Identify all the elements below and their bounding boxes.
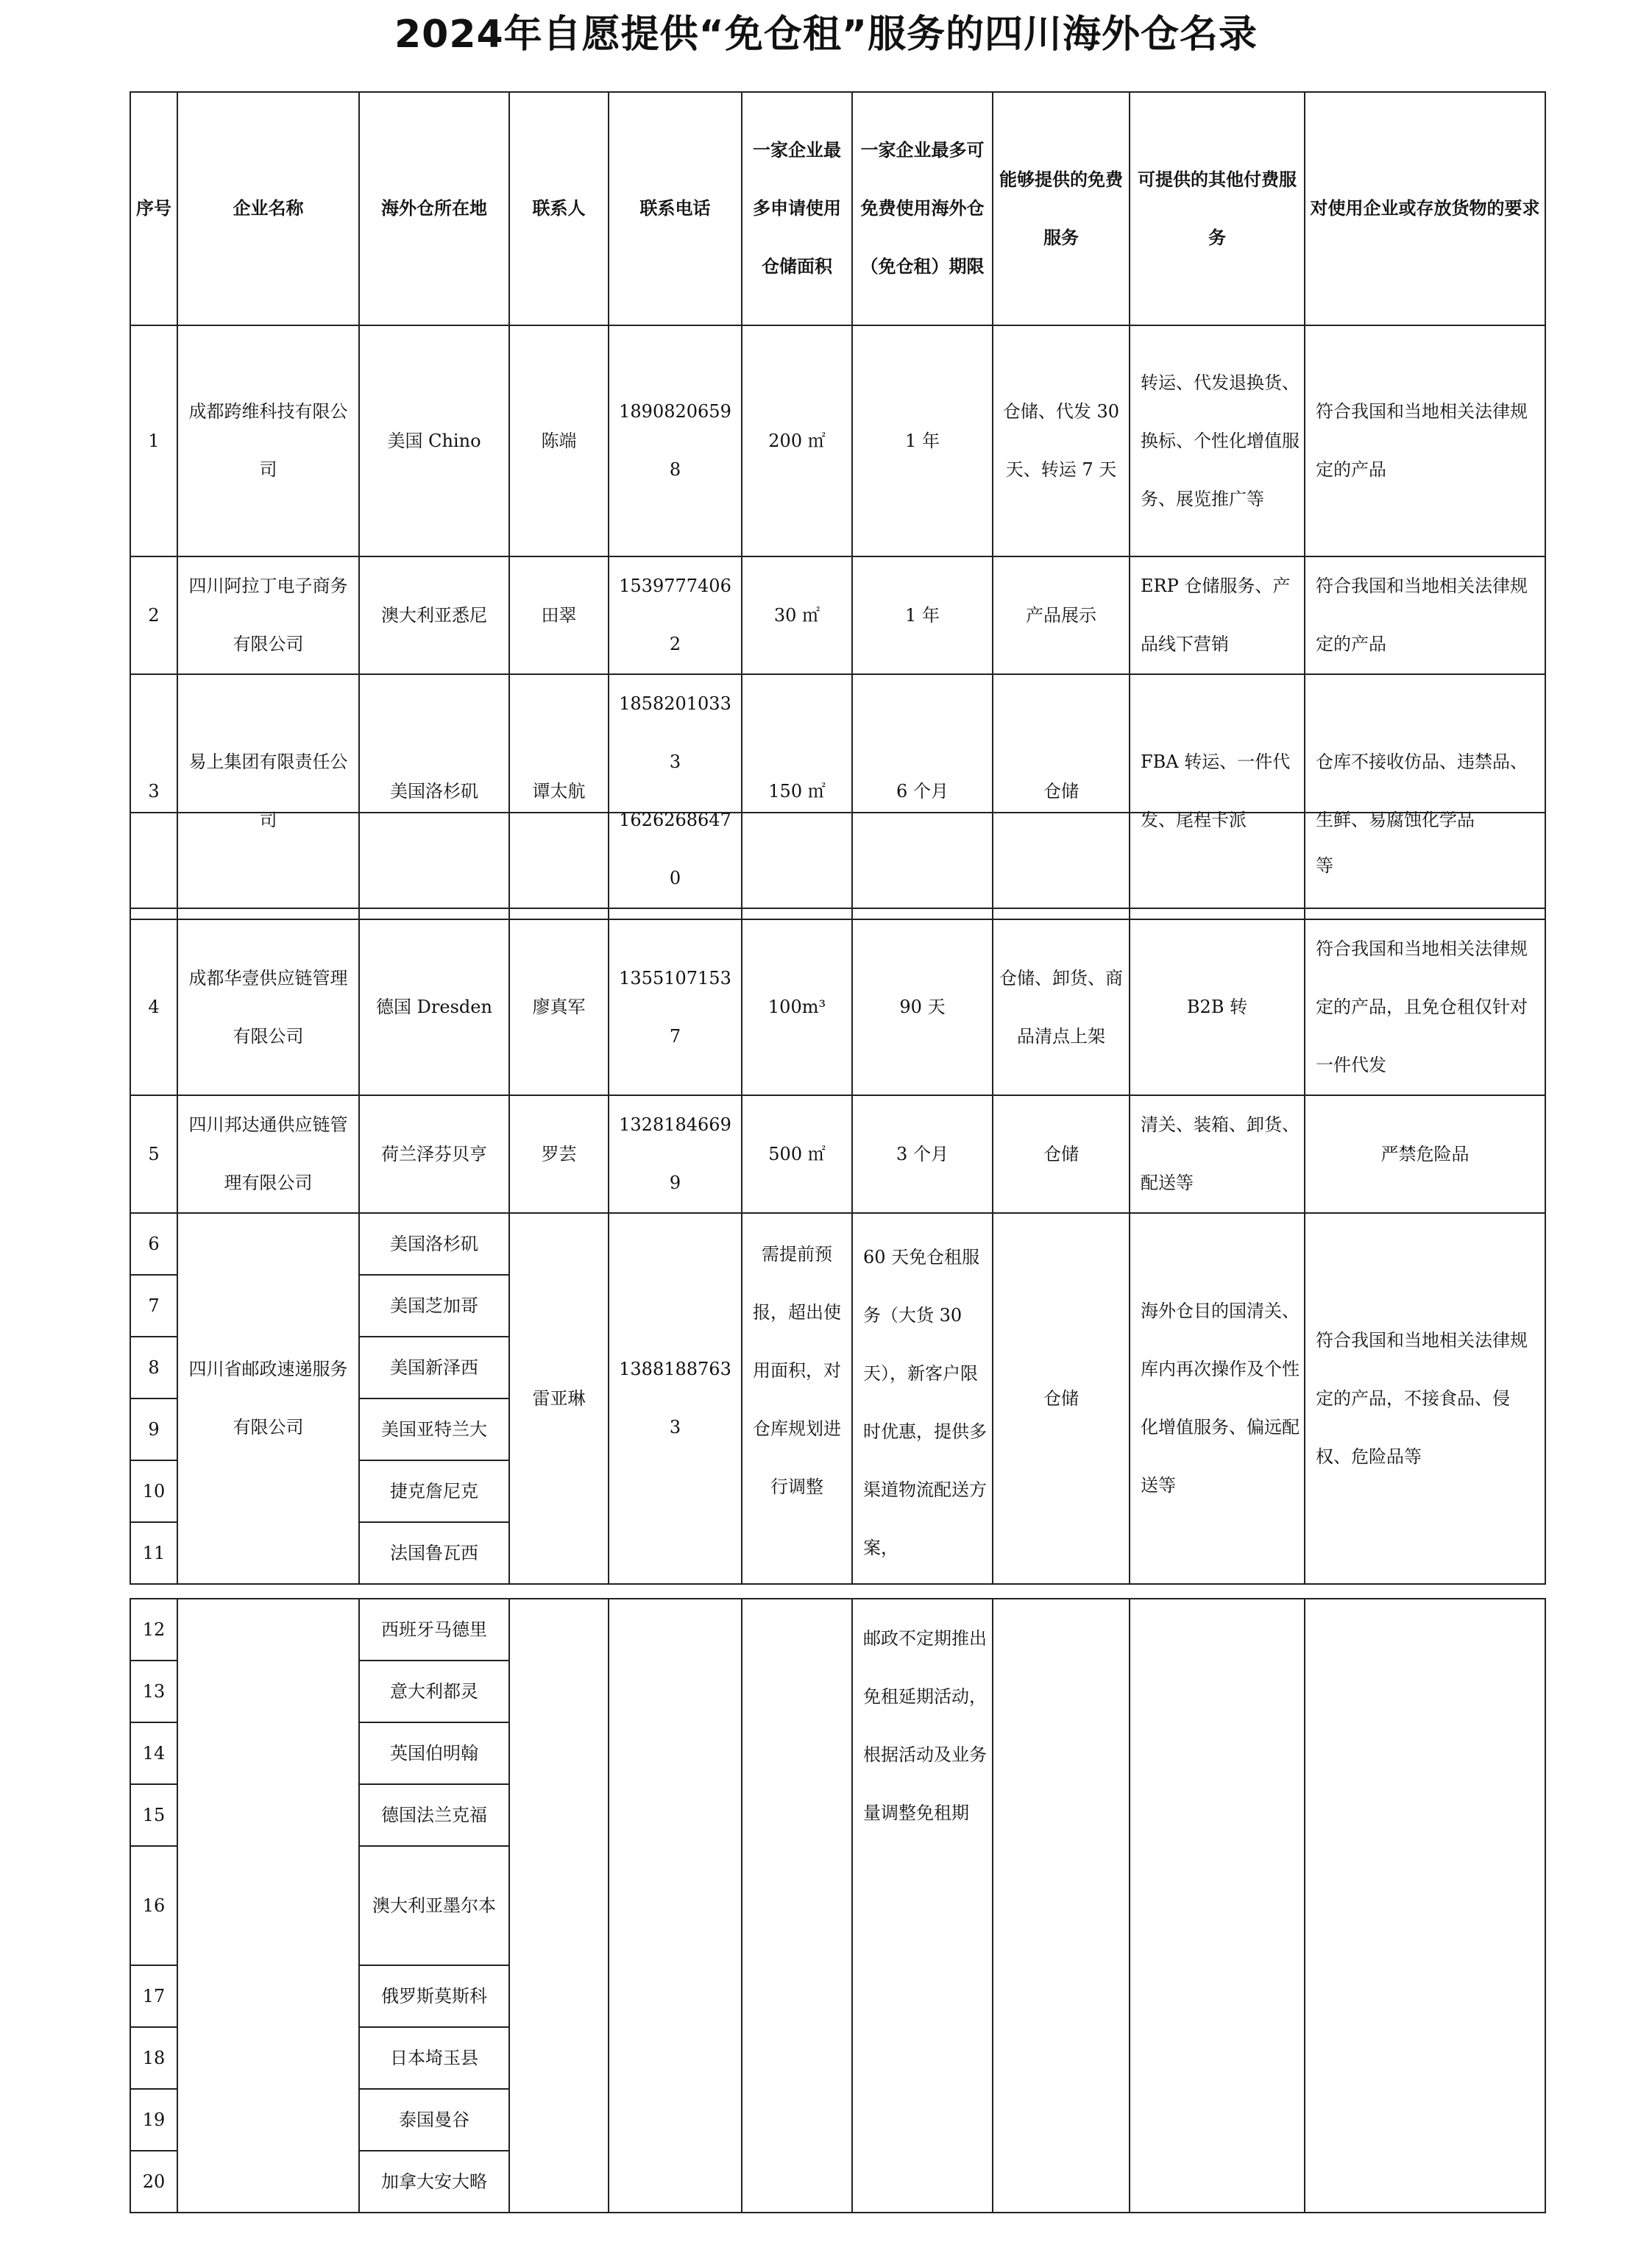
cell-seq: 19 — [130, 2089, 177, 2151]
cell-period: 3 个月 — [852, 1095, 993, 1213]
cell-requirement: 符合我国和当地相关法律规定的产品 — [1305, 325, 1545, 556]
cell-period: 60 天免仓租服务（大货 30 天），新客户限时优惠，提供多渠道物流配送方案， — [852, 1213, 993, 1584]
cell-contact: 廖真军 — [509, 919, 609, 1095]
cell-location: 荷兰泽芬贝亨 — [359, 1095, 509, 1213]
cell-seq: 13 — [130, 1661, 177, 1722]
cell-location: 泰国曼谷 — [359, 2089, 509, 2151]
cell-free-service: 仓储 — [993, 1095, 1130, 1213]
table-header-row — [130, 92, 1545, 325]
cell-requirement: 符合我国和当地相关法律规定的产品，且免仓租仅针对一件代发 — [1305, 919, 1545, 1095]
cell-seq: 3 — [130, 674, 177, 908]
cell-requirement: 严禁危险品 — [1305, 1095, 1545, 1213]
cell-seq: 14 — [130, 1722, 177, 1784]
header-free-service: 能够提供的免费服务 — [993, 92, 1130, 325]
cell-location: 德国法兰克福 — [359, 1784, 509, 1846]
cell-paid-service: 清关、装箱、卸货、配送等 — [1130, 1095, 1305, 1213]
cell-paid-service: B2B 转 — [1130, 919, 1305, 1095]
cell-requirement-continued: 等 — [1305, 813, 1545, 919]
cell-company: 四川阿拉丁电子商务有限公司 — [177, 556, 359, 674]
cell-contact: 谭太航 — [509, 674, 609, 908]
cell-location: 美国新泽西 — [359, 1337, 509, 1398]
cell-free-service: 仓储 — [993, 674, 1130, 908]
cell-location: 澳大利亚墨尔本 — [359, 1846, 509, 1965]
cell-phone: 13281846699 — [609, 1095, 742, 1213]
table-row — [130, 556, 1545, 674]
cell-seq: 18 — [130, 2027, 177, 2089]
cell-period: 1 年 — [852, 556, 993, 674]
cell-seq: 15 — [130, 1784, 177, 1846]
header-area: 一家企业最多申请使用仓储面积 — [742, 92, 852, 325]
cell-free-service: 仓储、卸货、商品清点上架 — [993, 919, 1130, 1095]
cell-contact: 罗芸 — [509, 1095, 609, 1213]
cell-requirement: 符合我国和当地相关法律规定的产品 — [1305, 556, 1545, 674]
cell-requirement: 符合我国和当地相关法律规定的产品，不接食品、侵权、危险品等 — [1305, 1213, 1545, 1584]
cell-paid-service: 海外仓目的国清关、库内再次操作及个性化增值服务、偏远配送等 — [1130, 1213, 1305, 1584]
cell-area: 150 ㎡ — [742, 674, 852, 908]
cell-location: 俄罗斯莫斯科 — [359, 1965, 509, 2027]
phone-line-1: 18582010333 — [619, 693, 731, 772]
table-row — [130, 813, 1545, 919]
header-paid-service: 可提供的其他付费服务 — [1130, 92, 1305, 325]
cell-seq: 8 — [130, 1337, 177, 1398]
cell-seq: 6 — [130, 1213, 177, 1275]
cell-phone: 15397774062 — [609, 556, 742, 674]
cell-seq: 16 — [130, 1846, 177, 1965]
cell-seq: 5 — [130, 1095, 177, 1213]
cell-location: 意大利都灵 — [359, 1661, 509, 1722]
cell-location: 美国亚特兰大 — [359, 1398, 509, 1460]
cell-seq: 11 — [130, 1522, 177, 1584]
cell-seq: 7 — [130, 1275, 177, 1337]
cell-location: 美国洛杉矶 — [359, 674, 509, 908]
table-row — [130, 1599, 1545, 1661]
cell-seq: 2 — [130, 556, 177, 674]
cell-company: 成都跨维科技有限公司 — [177, 325, 359, 556]
cell-location: 法国鲁瓦西 — [359, 1522, 509, 1584]
cell-area: 500 ㎡ — [742, 1095, 852, 1213]
cell-location: 澳大利亚悉尼 — [359, 556, 509, 674]
cell-location: 美国 Chino — [359, 325, 509, 556]
cell-free-service: 仓储 — [993, 1213, 1130, 1584]
table-row — [130, 919, 1545, 1095]
header-company: 企业名称 — [177, 92, 359, 325]
phone-line-2: 16262686470 — [619, 810, 731, 888]
cell-seq: 12 — [130, 1599, 177, 1661]
cell-area: 100m³ — [742, 919, 852, 1095]
warehouse-table-part-3 — [130, 1598, 1546, 2213]
cell-period: 1 年 — [852, 325, 993, 556]
table-row — [130, 1213, 1545, 1275]
header-phone: 联系电话 — [609, 92, 742, 325]
cell-location: 加拿大安大略 — [359, 2151, 509, 2213]
cell-period: 90 天 — [852, 919, 993, 1095]
header-seq: 序号 — [130, 92, 177, 325]
cell-area: 200 ㎡ — [742, 325, 852, 556]
table-row — [130, 325, 1545, 556]
header-period: 一家企业最多可免费使用海外仓（免仓租）期限 — [852, 92, 993, 325]
cell-seq: 9 — [130, 1398, 177, 1460]
cell-paid-service: ERP 仓储服务、产品线下营销 — [1130, 556, 1305, 674]
cell-seq: 17 — [130, 1965, 177, 2027]
cell-period: 6 个月 — [852, 674, 993, 908]
cell-seq: 20 — [130, 2151, 177, 2213]
cell-location: 西班牙马德里 — [359, 1599, 509, 1661]
cell-contact: 陈端 — [509, 325, 609, 556]
cell-seq: 4 — [130, 919, 177, 1095]
cell-contact: 雷亚琳 — [509, 1213, 609, 1584]
cell-location: 美国芝加哥 — [359, 1275, 509, 1337]
cell-company: 四川省邮政速递服务有限公司 — [177, 1213, 359, 1584]
cell-area: 30 ㎡ — [742, 556, 852, 674]
cell-phone: 13881887633 — [609, 1213, 742, 1584]
warehouse-table-part-1 — [130, 91, 1546, 909]
cell-location: 英国伯明翰 — [359, 1722, 509, 1784]
header-requirement: 对使用企业或存放货物的要求 — [1305, 92, 1545, 325]
cell-phone: 13551071537 — [609, 919, 742, 1095]
header-location: 海外仓所在地 — [359, 92, 509, 325]
table-row — [130, 1095, 1545, 1213]
cell-paid-service: 转运、代发退换货、换标、个性化增值服务、展览推广等 — [1130, 325, 1305, 556]
cell-contact: 田翠 — [509, 556, 609, 674]
cell-location: 日本埼玉县 — [359, 2027, 509, 2089]
cell-company: 易上集团有限责任公司 — [177, 674, 359, 908]
cell-seq: 10 — [130, 1460, 177, 1522]
cell-phone: 18908206598 — [609, 325, 742, 556]
cell-area: 需提前预报，超出使用面积，对仓库规划进行调整 — [742, 1213, 852, 1584]
cell-paid-service: FBA 转运、一件代发、尾程卡派 — [1130, 674, 1305, 908]
header-contact: 联系人 — [509, 92, 609, 325]
cell-company: 成都华壹供应链管理有限公司 — [177, 919, 359, 1095]
cell-location: 德国 Dresden — [359, 919, 509, 1095]
cell-free-service: 仓储、代发 30 天、转运 7 天 — [993, 325, 1130, 556]
cell-requirement: 仓库不接收仿品、违禁品、生鲜、易腐蚀化学品 — [1305, 674, 1545, 908]
warehouse-table-part-2 — [130, 812, 1546, 1585]
page-title: 2024年自愿提供“免仓租”服务的四川海外仓名录 — [394, 13, 1258, 57]
cell-seq: 1 — [130, 325, 177, 556]
cell-location: 捷克詹尼克 — [359, 1460, 509, 1522]
cell-period-continued: 邮政不定期推出免租延期活动，根据活动及业务量调整免租期 — [852, 1599, 993, 2213]
cell-location: 美国洛杉矶 — [359, 1213, 509, 1275]
cell-company: 四川邦达通供应链管理有限公司 — [177, 1095, 359, 1213]
cell-free-service: 产品展示 — [993, 556, 1130, 674]
